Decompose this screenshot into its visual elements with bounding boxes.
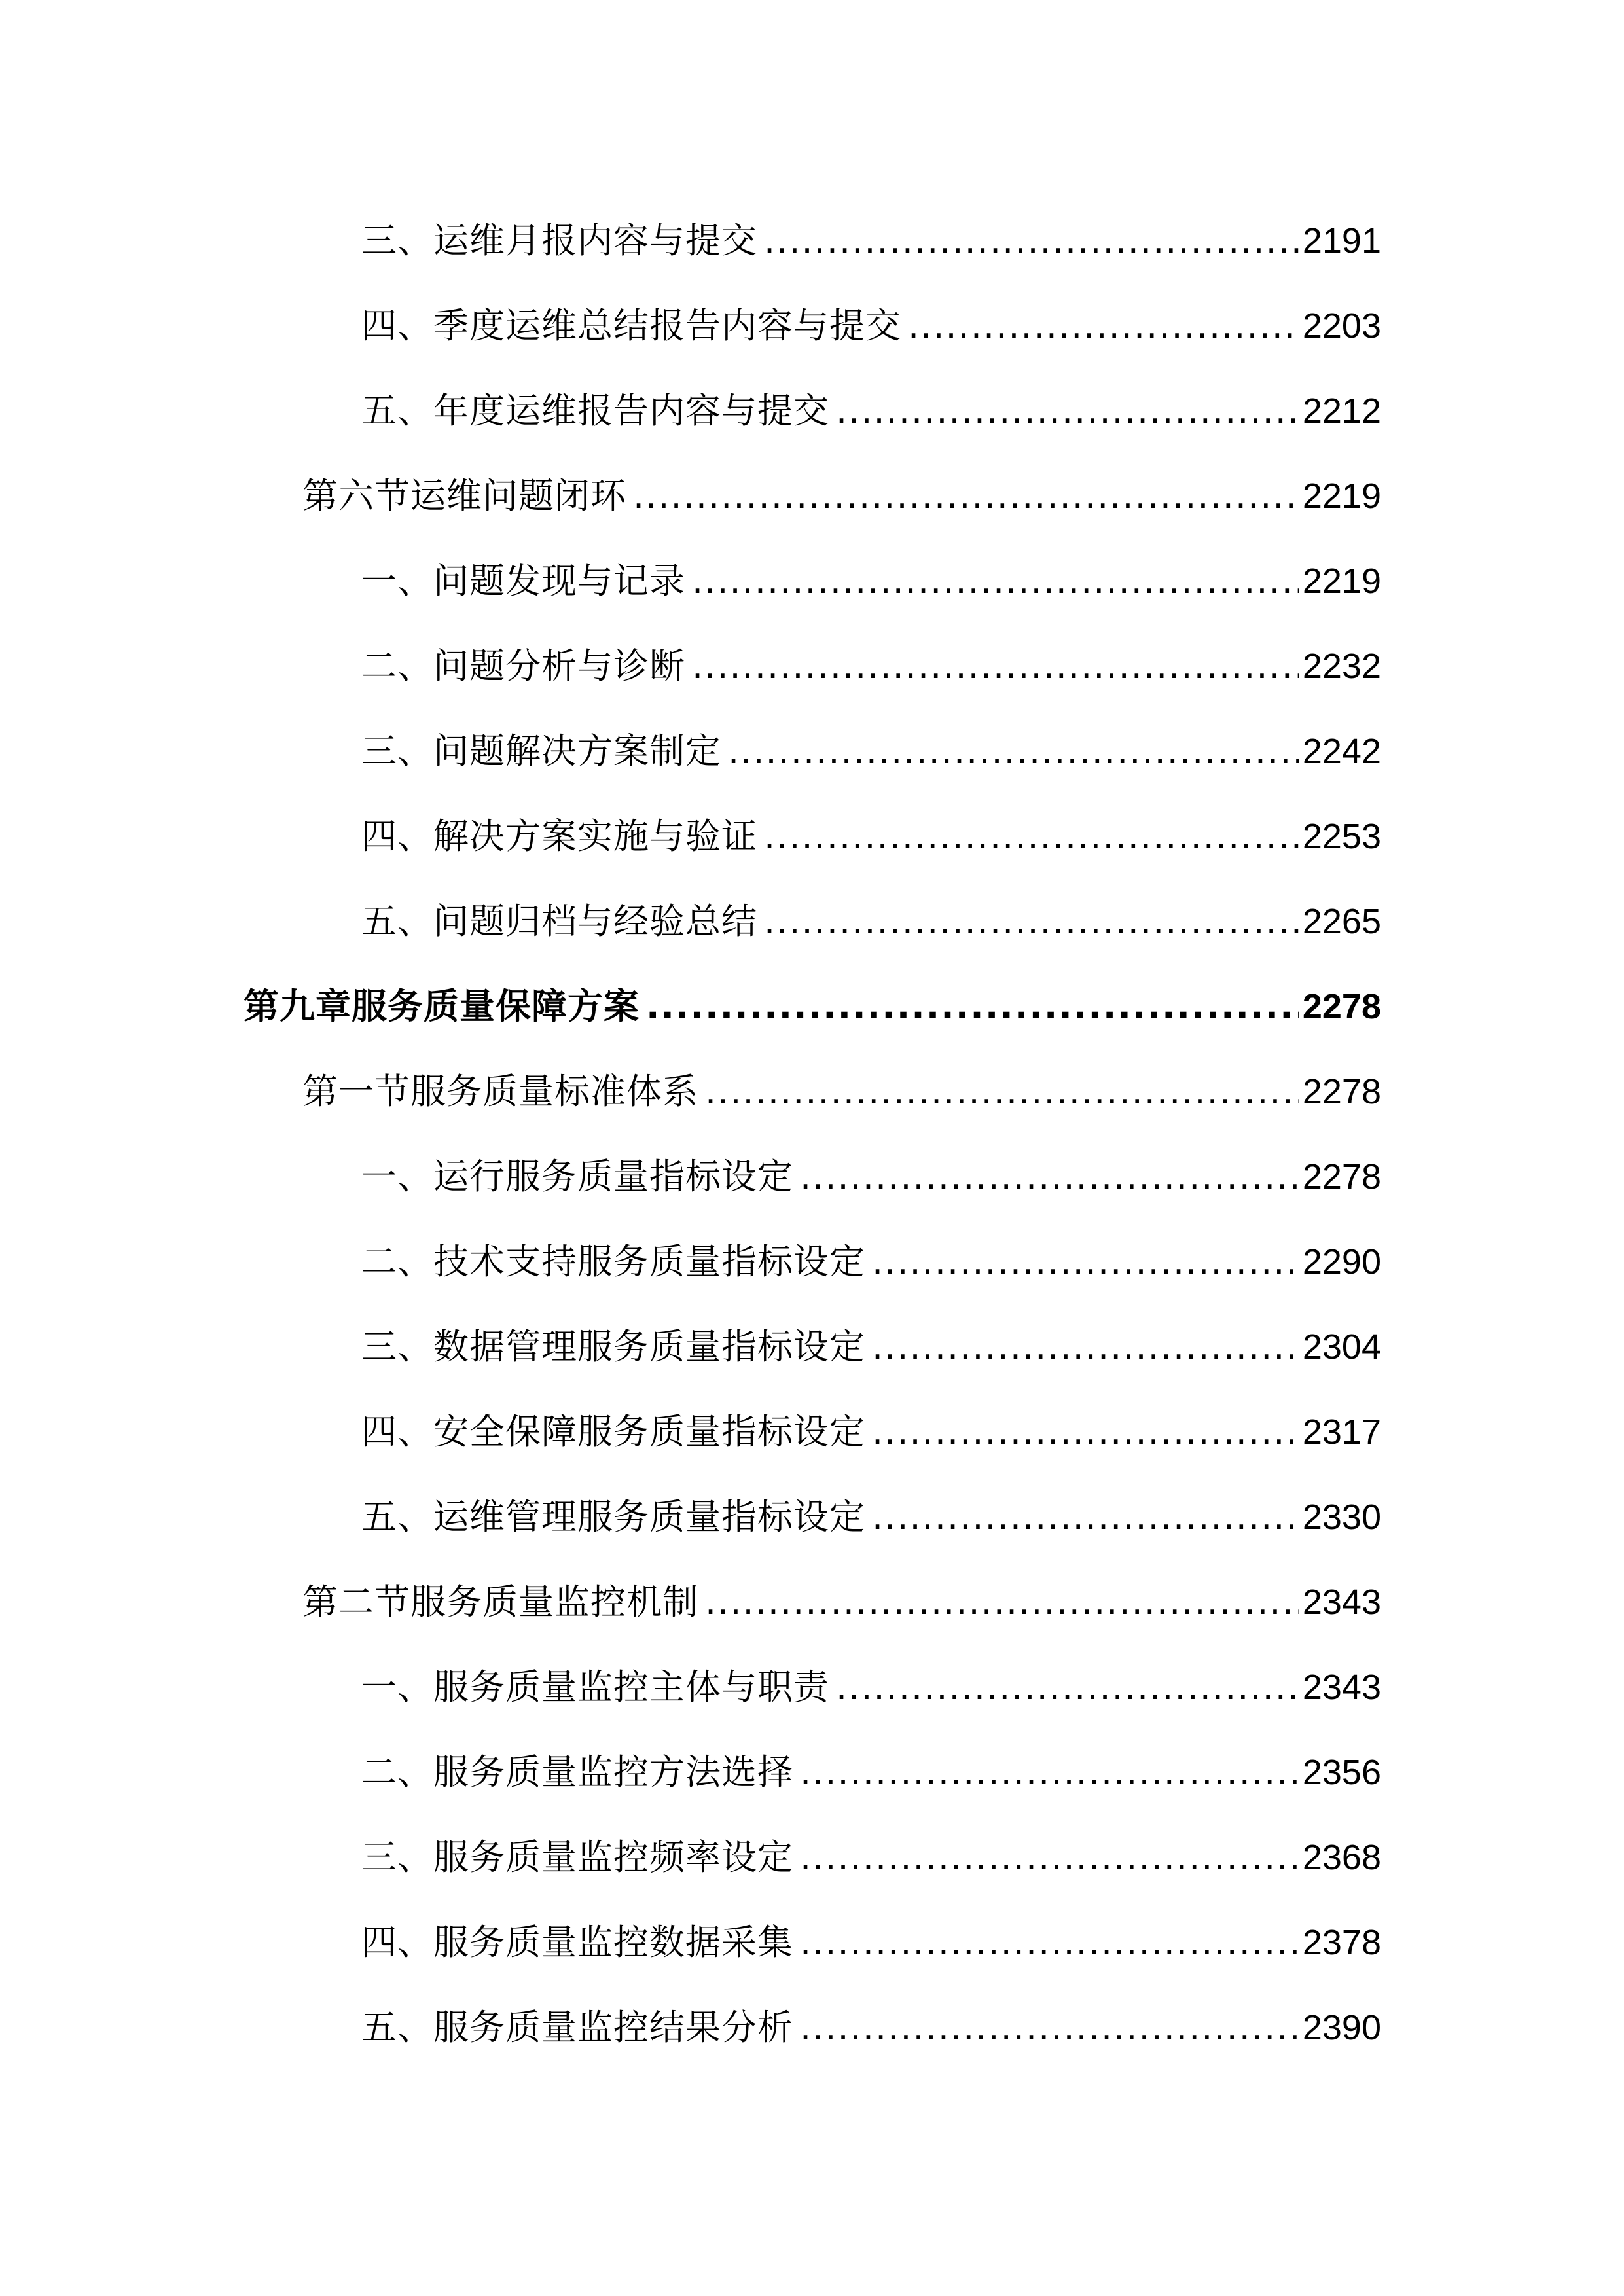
toc-dot-leader bbox=[692, 640, 1299, 692]
toc-dot-leader bbox=[705, 1576, 1299, 1628]
toc-page-number: 2219 bbox=[1302, 476, 1381, 516]
toc-dot-leader bbox=[872, 1406, 1299, 1458]
toc-page-number: 2278 bbox=[1302, 1157, 1381, 1196]
toc-entry[interactable] bbox=[302, 1576, 1381, 1628]
toc-entry[interactable] bbox=[361, 1831, 1381, 1884]
toc-page-number: 2317 bbox=[1302, 1412, 1381, 1452]
toc-entry[interactable] bbox=[361, 640, 1381, 692]
toc-dot-leader bbox=[728, 725, 1299, 778]
toc-entry[interactable] bbox=[361, 2001, 1381, 2054]
toc-dot-leader bbox=[800, 1746, 1299, 1799]
toc-page-number: 2378 bbox=[1302, 1923, 1381, 1962]
toc-entry[interactable] bbox=[302, 470, 1381, 522]
toc-entry-title: 二、服务质量监控方法选择 bbox=[361, 1751, 793, 1793]
toc-dot-leader bbox=[692, 555, 1299, 607]
toc-dot-leader bbox=[872, 1491, 1299, 1543]
toc-entry-title: 第九章服务质量保障方案 bbox=[244, 986, 640, 1027]
toc-entry[interactable] bbox=[361, 1491, 1381, 1543]
toc-entry-title: 五、年度运维报告内容与提交 bbox=[361, 390, 829, 431]
toc-page-number: 2290 bbox=[1302, 1242, 1381, 1282]
toc-dot-leader bbox=[872, 1236, 1299, 1288]
toc-entry-title: 第二节服务质量监控机制 bbox=[302, 1581, 698, 1623]
toc-page-number: 2304 bbox=[1302, 1327, 1381, 1367]
toc-entry-title: 三、问题解决方案制定 bbox=[361, 730, 721, 772]
toc-dot-leader bbox=[705, 1066, 1299, 1118]
toc-entry-title: 四、服务质量监控数据采集 bbox=[361, 1922, 793, 1963]
toc-dot-leader bbox=[908, 300, 1299, 352]
toc-dot-leader bbox=[800, 1151, 1299, 1203]
toc-entry-title: 三、服务质量监控频率设定 bbox=[361, 1837, 793, 1878]
toc-dot-leader bbox=[764, 810, 1299, 863]
toc-entry-title: 五、运维管理服务质量指标设定 bbox=[361, 1496, 865, 1537]
toc-entry-title: 第一节服务质量标准体系 bbox=[302, 1071, 698, 1112]
toc-dot-leader bbox=[800, 1831, 1299, 1884]
toc-entry[interactable] bbox=[361, 725, 1381, 778]
toc-entry[interactable] bbox=[361, 1406, 1381, 1458]
toc-entry-title: 第六节运维问题闭环 bbox=[302, 475, 626, 516]
toc-entry[interactable] bbox=[361, 1151, 1381, 1203]
toc-chapter-entry[interactable] bbox=[244, 980, 1381, 1033]
toc-dot-leader bbox=[633, 470, 1299, 522]
toc-dot-leader bbox=[800, 2001, 1299, 2054]
toc-entry-title: 二、技术支持服务质量指标设定 bbox=[361, 1241, 865, 1282]
toc-entry[interactable] bbox=[361, 810, 1381, 863]
toc-page-number: 2219 bbox=[1302, 562, 1381, 601]
toc-entry-title: 一、服务质量监控主体与职责 bbox=[361, 1666, 829, 1708]
toc-entry-title: 一、问题发现与记录 bbox=[361, 560, 685, 601]
toc-entry[interactable] bbox=[361, 1661, 1381, 1713]
toc-entry[interactable] bbox=[361, 300, 1381, 352]
toc-entry[interactable] bbox=[361, 385, 1381, 437]
toc-dot-leader bbox=[764, 895, 1299, 948]
toc-page-number: 2330 bbox=[1302, 1498, 1381, 1537]
toc-page-number: 2203 bbox=[1302, 306, 1381, 346]
toc-page-number: 2191 bbox=[1302, 221, 1381, 260]
toc-entry[interactable] bbox=[361, 895, 1381, 948]
toc-entry[interactable] bbox=[302, 1066, 1381, 1118]
toc-page-number: 2232 bbox=[1302, 647, 1381, 686]
toc-page-number: 2278 bbox=[1302, 1072, 1381, 1111]
toc-page-number: 2390 bbox=[1302, 2008, 1381, 2047]
toc-entry-title: 三、运维月报内容与提交 bbox=[361, 220, 757, 261]
toc-entry-title: 四、解决方案实施与验证 bbox=[361, 816, 757, 857]
toc-dot-leader bbox=[764, 215, 1299, 267]
toc-entry[interactable] bbox=[361, 1916, 1381, 1969]
toc-dot-leader bbox=[872, 1321, 1299, 1373]
toc-entry-title: 五、服务质量监控结果分析 bbox=[361, 2007, 793, 2048]
toc-entry-title: 三、数据管理服务质量指标设定 bbox=[361, 1326, 865, 1367]
toc-dot-leader bbox=[646, 980, 1299, 1033]
toc-page-number: 2253 bbox=[1302, 817, 1381, 856]
toc-page-number: 2212 bbox=[1302, 391, 1381, 431]
toc-entry[interactable] bbox=[361, 1236, 1381, 1288]
toc-page-number: 2265 bbox=[1302, 902, 1381, 941]
toc-entry-title: 二、问题分析与诊断 bbox=[361, 645, 685, 687]
toc-page-number: 2242 bbox=[1302, 732, 1381, 771]
toc-entry[interactable] bbox=[361, 555, 1381, 607]
toc-page-number: 2343 bbox=[1302, 1583, 1381, 1622]
toc-dot-leader bbox=[836, 385, 1299, 437]
toc-page-number: 2356 bbox=[1302, 1753, 1381, 1792]
toc-page-number: 2343 bbox=[1302, 1668, 1381, 1707]
toc-page-number: 2278 bbox=[1302, 987, 1381, 1026]
toc-dot-leader bbox=[800, 1916, 1299, 1969]
toc-entry-title: 五、问题归档与经验总结 bbox=[361, 901, 757, 942]
toc-dot-leader bbox=[836, 1661, 1299, 1713]
toc-entry[interactable] bbox=[361, 1321, 1381, 1373]
toc-entry[interactable] bbox=[361, 215, 1381, 267]
toc-entry-title: 四、安全保障服务质量指标设定 bbox=[361, 1411, 865, 1452]
toc-entry-title: 一、运行服务质量指标设定 bbox=[361, 1156, 793, 1197]
toc-page-number: 2368 bbox=[1302, 1838, 1381, 1877]
toc-entry[interactable] bbox=[361, 1746, 1381, 1799]
toc-entry-title: 四、季度运维总结报告内容与提交 bbox=[361, 305, 901, 346]
